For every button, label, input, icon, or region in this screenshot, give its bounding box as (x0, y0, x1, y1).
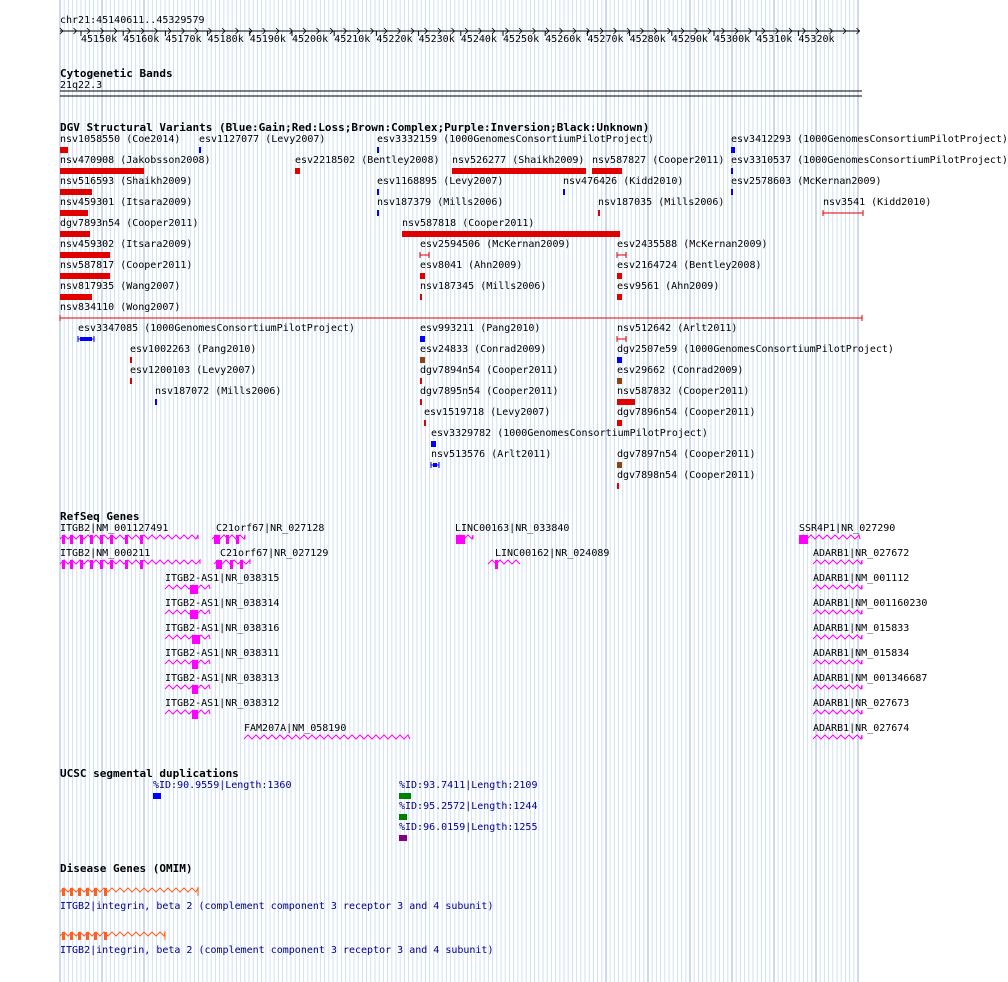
gene-intron-line[interactable] (165, 635, 210, 639)
dgv-feature-label[interactable]: nsv516593 (Shaikh2009) (60, 176, 193, 187)
refseq-gene-label[interactable]: SSR4P1|NR_027290 (799, 523, 896, 534)
gene-exon[interactable] (140, 560, 143, 569)
dgv-feature-label[interactable]: nsv187035 (Mills2006) (598, 197, 725, 208)
dgv-feature-bar[interactable] (130, 378, 132, 384)
dgv-feature-label[interactable]: dgv7895n54 (Cooper2011) (420, 386, 559, 397)
gene-intron-line[interactable] (165, 710, 210, 714)
dgv-feature-bar[interactable] (155, 399, 157, 405)
dgv-feature-bar[interactable] (130, 357, 132, 363)
refseq-gene-label[interactable]: ITGB2-AS1|NR_038311 (165, 648, 280, 659)
ruler-tick-label: 45280k (629, 34, 666, 45)
refseq-gene-label[interactable]: LINC00162|NR_024089 (495, 548, 610, 559)
dgv-feature-bar[interactable] (617, 357, 622, 363)
cytoband-title: Cytogenetic Bands (60, 67, 173, 80)
dgv-feature-label[interactable]: esv1200103 (Levy2007) (130, 365, 257, 376)
dgv-feature-bar[interactable] (731, 147, 735, 153)
gene-intron-line[interactable] (813, 685, 862, 689)
dgv-feature-label[interactable]: dgv7894n54 (Cooper2011) (420, 365, 559, 376)
dgv-feature-bar[interactable] (60, 252, 110, 258)
dgv-feature-label[interactable]: nsv187379 (Mills2006) (377, 197, 504, 208)
dgv-feature-bar[interactable] (420, 399, 422, 405)
gene-intron-line[interactable] (244, 735, 410, 739)
ruler-tick-label: 45180k (207, 34, 244, 45)
refseq-track-title: RefSeq Genes (60, 510, 140, 523)
ruler-tick-label: 45250k (503, 34, 540, 45)
refseq-gene-label[interactable]: ADARB1|NM_015833 (813, 623, 910, 634)
dgv-feature-bar[interactable] (563, 189, 565, 195)
dgv-feature-label[interactable]: esv2594506 (McKernan2009) (420, 239, 571, 250)
gene-exon[interactable] (190, 585, 198, 594)
refseq-gene-label[interactable]: ADARB1|NR_027673 (813, 698, 910, 709)
cytoband-label[interactable]: 21q22.3 (60, 80, 103, 91)
dgv-feature-label[interactable]: nsv587818 (Cooper2011) (402, 218, 535, 229)
segdup-label[interactable]: %ID:96.0159|Length:1255 (399, 822, 538, 833)
gene-exon[interactable] (90, 535, 93, 544)
gene-exon[interactable] (495, 560, 498, 569)
dgv-feature-label[interactable]: esv2435588 (McKernan2009) (617, 239, 768, 250)
refseq-gene-label[interactable]: ITGB2-AS1|NR_038316 (165, 623, 280, 634)
gene-intron-line[interactable] (799, 535, 860, 539)
refseq-gene-label[interactable]: C21orf67|NR_027129 (220, 548, 329, 559)
dgv-feature-bar[interactable] (60, 189, 92, 195)
ruler-tick-label: 45160k (123, 34, 160, 45)
dgv-feature-label[interactable]: nsv459301 (Itsara2009) (60, 197, 193, 208)
dgv-feature-bar[interactable] (199, 147, 201, 153)
dgv-feature-bar[interactable] (377, 189, 379, 195)
gene-intron-line[interactable] (813, 585, 862, 589)
gene-exon[interactable] (140, 535, 143, 544)
ruler-tick-label: 45200k (292, 34, 329, 45)
gene-intron-line[interactable] (165, 660, 210, 664)
gene-exon[interactable] (125, 535, 128, 544)
dgv-feature-label[interactable]: esv8041 (Ahn2009) (420, 260, 523, 271)
segdup-bar[interactable] (153, 793, 161, 799)
ruler-tick-label: 45290k (671, 34, 708, 45)
ruler-tick-label: 45190k (249, 34, 286, 45)
refseq-gene-label[interactable]: ADARB1|NM_001346687 (813, 673, 928, 684)
dgv-feature-label[interactable]: esv3347085 (1000GenomesConsortiumPilotProject) (78, 323, 355, 334)
refseq-gene-label[interactable]: ITGB2|NM_001127491 (60, 523, 169, 534)
omim-track-title: Disease Genes (OMIM) (60, 862, 193, 875)
ruler-tick-label: 45210k (334, 34, 371, 45)
dgv-feature-bar[interactable] (60, 210, 88, 216)
gene-exon[interactable] (192, 710, 198, 719)
refseq-gene-label[interactable]: ITGB2-AS1|NR_038314 (165, 598, 280, 609)
gene-intron-line[interactable] (165, 585, 210, 589)
dgv-feature-label[interactable]: nsv3541 (Kidd2010) (823, 197, 932, 208)
dgv-feature-label[interactable]: nsv187345 (Mills2006) (420, 281, 547, 292)
refseq-gene-label[interactable]: ADARB1|NR_027674 (813, 723, 910, 734)
dgv-feature-label[interactable]: esv3332159 (1000GenomesConsortiumPilotProject) (377, 134, 654, 145)
dgv-feature-label[interactable]: esv3412293 (1000GenomesConsortiumPilotProject) (731, 134, 1008, 145)
region-label: chr21:45140611..45329579 (60, 15, 205, 26)
gene-exon[interactable] (110, 560, 113, 569)
gene-exon[interactable] (192, 685, 198, 694)
gene-exon[interactable] (90, 560, 93, 569)
gene-intron-line[interactable] (813, 610, 862, 614)
gene-exon[interactable] (190, 610, 198, 619)
ruler-tick-label: 45260k (545, 34, 582, 45)
ruler-tick-label: 45300k (714, 34, 751, 45)
ruler-tick-label: 45150k (81, 34, 118, 45)
dgv-feature-label[interactable]: esv3310537 (1000GenomesConsortiumPilotProject) (731, 155, 1008, 166)
dgv-feature-bar[interactable] (617, 378, 622, 384)
refseq-gene-label[interactable]: FAM207A|NM_058190 (244, 723, 347, 734)
ruler-tick-label: 45170k (165, 34, 202, 45)
dgv-feature-bar[interactable] (377, 147, 379, 153)
segdup-bar[interactable] (399, 793, 411, 799)
dgv-feature-bar[interactable] (617, 294, 622, 300)
refseq-gene-label[interactable]: C21orf67|NR_027128 (216, 523, 325, 534)
dgv-track-title: DGV Structural Variants (Blue:Gain;Red:Loss;Brown:Complex;Purple:Inversion;Black:Unknown) (60, 121, 650, 134)
refseq-gene-label[interactable]: ITGB2-AS1|NR_038313 (165, 673, 280, 684)
segdup-track-title: UCSC segmental duplications (60, 767, 239, 780)
dgv-feature-label[interactable]: esv2164724 (Bentley2008) (617, 260, 762, 271)
refseq-gene-label[interactable]: ITGB2-AS1|NR_038315 (165, 573, 280, 584)
dgv-feature-bar[interactable] (592, 168, 622, 174)
gene-intron-line[interactable] (813, 710, 862, 714)
dgv-feature-label[interactable]: nsv512642 (Arlt2011) (617, 323, 738, 334)
dgv-feature-label[interactable]: nsv470908 (Jakobsson2008) (60, 155, 211, 166)
dgv-feature-label[interactable]: nsv587827 (Cooper2011) (592, 155, 725, 166)
gene-intron-line[interactable] (813, 635, 862, 639)
refseq-gene-label[interactable]: ITGB2-AS1|NR_038312 (165, 698, 280, 709)
dgv-feature-bar[interactable] (60, 273, 110, 279)
gene-exon[interactable] (799, 535, 808, 544)
dgv-feature-bar[interactable] (420, 273, 425, 279)
dgv-feature-label[interactable]: esv2218502 (Bentley2008) (295, 155, 440, 166)
dgv-feature-bar[interactable] (295, 168, 300, 174)
dgv-feature-bar[interactable] (377, 210, 379, 216)
dgv-feature-label[interactable]: esv9561 (Ahn2009) (617, 281, 720, 292)
gene-exon[interactable] (125, 560, 128, 569)
dgv-feature-bar[interactable] (617, 483, 619, 489)
dgv-feature-label[interactable]: esv1127077 (Levy2007) (199, 134, 326, 145)
gene-exon[interactable] (216, 560, 222, 569)
dgv-feature-bar[interactable] (424, 420, 426, 426)
gene-intron-line[interactable] (813, 560, 862, 564)
refseq-gene-label[interactable]: ADARB1|NM_001112 (813, 573, 910, 584)
gene-exon[interactable] (70, 535, 73, 544)
gene-exon[interactable] (192, 635, 200, 644)
dgv-feature-bar[interactable] (420, 357, 425, 363)
segdup-bar[interactable] (399, 835, 407, 841)
dgv-feature-label[interactable]: nsv476426 (Kidd2010) (563, 176, 684, 187)
dgv-feature-bar[interactable] (420, 336, 425, 342)
refseq-gene-label[interactable]: LINC00163|NR_033840 (455, 523, 570, 534)
dgv-feature-label[interactable]: nsv587817 (Cooper2011) (60, 260, 193, 271)
dgv-feature-label[interactable]: dgv2507e59 (1000GenomesConsortiumPilotProject) (617, 344, 894, 355)
dgv-feature-label[interactable]: nsv817935 (Wang2007) (60, 281, 181, 292)
refseq-gene-label[interactable]: ADARB1|NM_001160230 (813, 598, 928, 609)
ruler-tick-label: 45270k (587, 34, 624, 45)
ruler-tick-label: 45310k (756, 34, 793, 45)
dgv-feature-label[interactable]: esv1519718 (Levy2007) (424, 407, 551, 418)
omim-gene-glyph[interactable] (60, 932, 165, 936)
gene-exon[interactable] (70, 560, 73, 569)
gene-intron-line[interactable] (165, 610, 210, 614)
dgv-feature-bar[interactable] (617, 462, 622, 468)
dgv-feature-bar[interactable] (420, 378, 422, 384)
dgv-feature-bar[interactable] (731, 168, 733, 174)
dgv-feature-label[interactable]: nsv187072 (Mills2006) (155, 386, 282, 397)
dgv-feature-label[interactable]: nsv834110 (Wong2007) (60, 302, 181, 313)
dgv-feature-bar[interactable] (617, 399, 635, 405)
gene-exon[interactable] (80, 560, 83, 569)
ruler-tick-label: 45240k (460, 34, 497, 45)
dgv-feature-bar[interactable] (617, 420, 622, 426)
omim-label[interactable]: ITGB2|integrin, beta 2 (complement component 3 receptor 3 and 4 subunit) (60, 901, 494, 912)
dgv-feature-label[interactable]: esv24833 (Conrad2009) (420, 344, 547, 355)
segdup-label[interactable]: %ID:90.9559|Length:1360 (153, 780, 292, 791)
gene-exon[interactable] (192, 660, 198, 669)
gene-exon[interactable] (80, 535, 83, 544)
gene-intron-line[interactable] (813, 660, 862, 664)
dgv-feature-label[interactable]: nsv587832 (Cooper2011) (617, 386, 750, 397)
dgv-feature-label[interactable]: nsv513576 (Arlt2011) (431, 449, 552, 460)
gene-exon[interactable] (226, 535, 229, 544)
dgv-feature-label[interactable]: nsv1058550 (Coe2014) (60, 134, 181, 145)
gene-exon[interactable] (62, 560, 65, 569)
gene-exon[interactable] (100, 535, 103, 544)
gene-intron-line[interactable] (488, 560, 520, 564)
gene-exon[interactable] (236, 535, 239, 544)
gene-intron-line[interactable] (165, 685, 210, 689)
dgv-feature-bar[interactable] (402, 231, 620, 237)
dgv-feature-label[interactable]: dgv7898n54 (Cooper2011) (617, 470, 756, 481)
dgv-feature-label[interactable]: esv2578603 (McKernan2009) (731, 176, 882, 187)
dgv-feature-bar[interactable] (617, 273, 622, 279)
gene-exon[interactable] (214, 535, 220, 544)
refseq-gene-label[interactable]: ITGB2|NM_000211 (60, 548, 151, 559)
dgv-feature-bar[interactable] (452, 168, 586, 174)
dgv-feature-bar[interactable] (731, 189, 733, 195)
refseq-gene-label[interactable]: ADARB1|NR_027672 (813, 548, 910, 559)
segdup-label[interactable]: %ID:95.2572|Length:1244 (399, 801, 538, 812)
refseq-gene-label[interactable]: ADARB1|NM_015834 (813, 648, 910, 659)
dgv-feature-label[interactable]: dgv7897n54 (Cooper2011) (617, 449, 756, 460)
ruler-tick-label: 45230k (418, 34, 455, 45)
ruler-tick-label: 45220k (376, 34, 413, 45)
dgv-feature-bar[interactable] (598, 210, 600, 216)
dgv-feature-label[interactable]: esv993211 (Pang2010) (420, 323, 541, 334)
dgv-feature-bar[interactable] (60, 231, 90, 237)
dgv-feature-bar[interactable] (60, 168, 144, 174)
gene-exon[interactable] (110, 535, 113, 544)
dgv-feature-bar[interactable] (60, 147, 68, 153)
gene-exon[interactable] (240, 560, 243, 569)
gene-exon[interactable] (456, 535, 465, 544)
dgv-feature-bar[interactable] (420, 294, 422, 300)
dgv-feature-label[interactable]: esv1002263 (Pang2010) (130, 344, 257, 355)
dgv-feature-label[interactable]: dgv7896n54 (Cooper2011) (617, 407, 756, 418)
dgv-feature-label[interactable]: nsv459302 (Itsara2009) (60, 239, 193, 250)
omim-label[interactable]: ITGB2|integrin, beta 2 (complement component 3 receptor 3 and 4 subunit) (60, 945, 494, 956)
gene-exon[interactable] (100, 560, 103, 569)
segdup-label[interactable]: %ID:93.7411|Length:2109 (399, 780, 538, 791)
dgv-feature-label[interactable]: dgv7893n54 (Cooper2011) (60, 218, 199, 229)
dgv-feature-bar[interactable] (60, 294, 92, 300)
dgv-feature-label[interactable]: nsv526277 (Shaikh2009) (452, 155, 585, 166)
ruler-tick-label: 45320k (798, 34, 835, 45)
segdup-bar[interactable] (399, 814, 407, 820)
dgv-feature-label[interactable]: esv1168895 (Levy2007) (377, 176, 504, 187)
dgv-feature-bar[interactable] (431, 441, 436, 447)
gene-exon[interactable] (62, 535, 65, 544)
gene-exon[interactable] (230, 560, 233, 569)
dgv-feature-label[interactable]: esv29662 (Conrad2009) (617, 365, 744, 376)
gene-intron-line[interactable] (813, 735, 862, 739)
dgv-feature-label[interactable]: esv3329782 (1000GenomesConsortiumPilotProject) (431, 428, 708, 439)
